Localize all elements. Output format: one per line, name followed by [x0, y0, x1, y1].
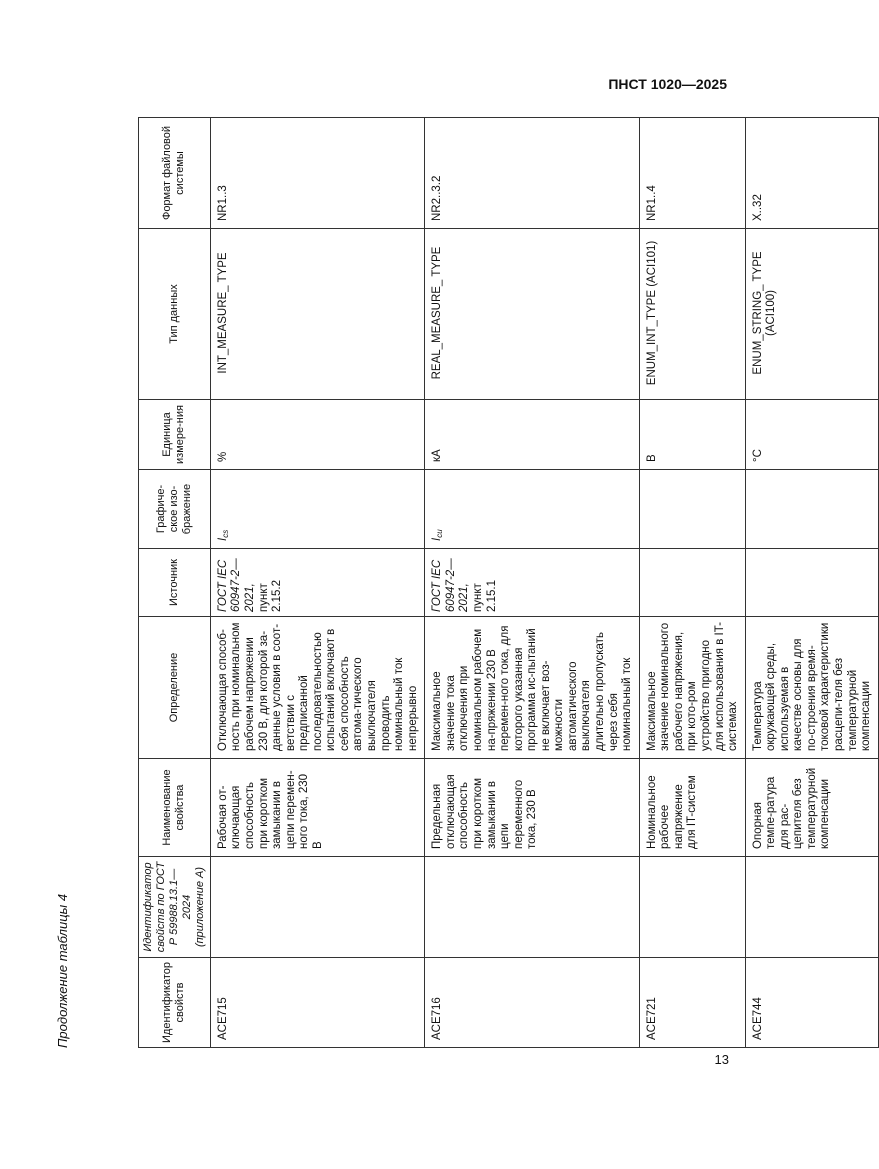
table-continuation-caption: Продолжение таблицы 4 — [55, 893, 70, 1048]
cell-id: ACE721 — [639, 958, 745, 1048]
cell-definition: Отключающая способ-ность при номинальном рабочем напряжении 230 В, для которой за-данные условия в соот-ветствии с предписанной последовательностью испытаний включают в себя способность автома-тического выключателя проводить номинальный ток непрерывно — [210, 617, 424, 759]
col-header-unit: Единица измере-ния — [139, 400, 211, 470]
table-header-row — [139, 118, 211, 1048]
cell-unit: °С — [745, 400, 878, 470]
cell-definition: Максимальное значение тока отключения при номинальном рабочем на-пряжении 230 В перемен-ного тока, для которого указанная программа ис-пытаний не включает воз-можности автоматического выключателя длительно пропускать через себя номинальный ток — [425, 617, 639, 759]
cell-symbol — [745, 470, 878, 549]
col-header-id: Идентификатор свойств — [139, 958, 211, 1048]
cell-unit: кА — [425, 400, 639, 470]
cell-gost-id — [425, 857, 639, 958]
col-header-data-type: Тип данных — [139, 229, 211, 400]
source-standard: ГОСТ IEC 60947-2—2021, — [431, 558, 471, 612]
cell-source — [639, 549, 745, 617]
cell-source — [745, 549, 878, 617]
rotated-table-container — [138, 118, 873, 1048]
col-header-source: Источник — [139, 549, 211, 617]
cell-unit: % — [210, 400, 424, 470]
cell-name: Рабочая от-ключающая способность при коротком замыкании в цепи перемен-ного тока, 230 В — [210, 759, 424, 857]
col-header-definition: Определение — [139, 617, 211, 759]
cell-gost-id — [210, 857, 424, 958]
cell-data-type: ENUM_STRING_ TYPE (ACI100) — [745, 229, 878, 400]
symbol-subscript: cs — [220, 529, 230, 538]
cell-gost-id — [639, 857, 745, 958]
cell-id: ACE716 — [425, 958, 639, 1048]
cell-data-type: REAL_MEASURE_ TYPE — [425, 229, 639, 400]
source-clause: пункт 2.15.1 — [471, 580, 498, 612]
table-row — [210, 118, 424, 1048]
cell-symbol — [639, 470, 745, 549]
cell-format: NR1..4 — [639, 118, 745, 229]
document-code: ПНСТ 1020—2025 — [608, 76, 727, 92]
table-row — [639, 118, 745, 1048]
cell-data-type: ENUM_INT_TYPE (ACI101) — [639, 229, 745, 400]
cell-format: X..32 — [745, 118, 878, 229]
cell-gost-id — [745, 857, 878, 958]
cell-name: Номинальное рабочее напряжение для IT-систем — [639, 759, 745, 857]
source-standard: ГОСТ IEC 60947-2—2021, — [216, 558, 256, 612]
cell-name: Предельная отключающая способность при коротком замыкании в цепи переменного тока, 230 В — [425, 759, 639, 857]
table-row — [425, 118, 639, 1048]
cell-definition: Температура окружающей среды, используемая в качестве основы для по-строения время-токовой характеристики расцепи-теля без температурной компенсации — [745, 617, 878, 759]
table-row — [745, 118, 878, 1048]
col-header-name: Наименование свойства — [139, 759, 211, 857]
cell-source — [210, 549, 424, 617]
cell-data-type: INT_MEASURE_ TYPE — [210, 229, 424, 400]
cell-name: Опорная темпе-ратура для рас-цепителя без температурной компенсации — [745, 759, 878, 857]
col-header-symbol: Графиче-ское изо-бражение — [139, 470, 211, 549]
cell-format: NR1..3 — [210, 118, 424, 229]
source-clause: пункт 2.15.2 — [257, 580, 284, 612]
cell-unit: В — [639, 400, 745, 470]
page-number: 13 — [714, 1052, 729, 1067]
cell-id: ACE744 — [745, 958, 878, 1048]
cell-format: NR2..3.2 — [425, 118, 639, 229]
symbol-letter: I — [216, 537, 229, 541]
cell-id: ACE715 — [210, 958, 424, 1048]
symbol-subscript: cu — [435, 529, 445, 538]
properties-table — [138, 117, 879, 1048]
cell-symbol — [210, 470, 424, 549]
cell-symbol — [425, 470, 639, 549]
cell-source — [425, 549, 639, 617]
col-header-gost-id: Идентификатор свойств по ГОСТ Р 59988.13.1—2024 (приложение А) — [139, 857, 211, 958]
cell-definition: Максимальное значение номинального рабочего напряжения, при кото-ром устройство пригодно для использования в IT-системах — [639, 617, 745, 759]
col-header-format: Формат файловой системы — [139, 118, 211, 229]
symbol-letter: I — [431, 537, 444, 541]
